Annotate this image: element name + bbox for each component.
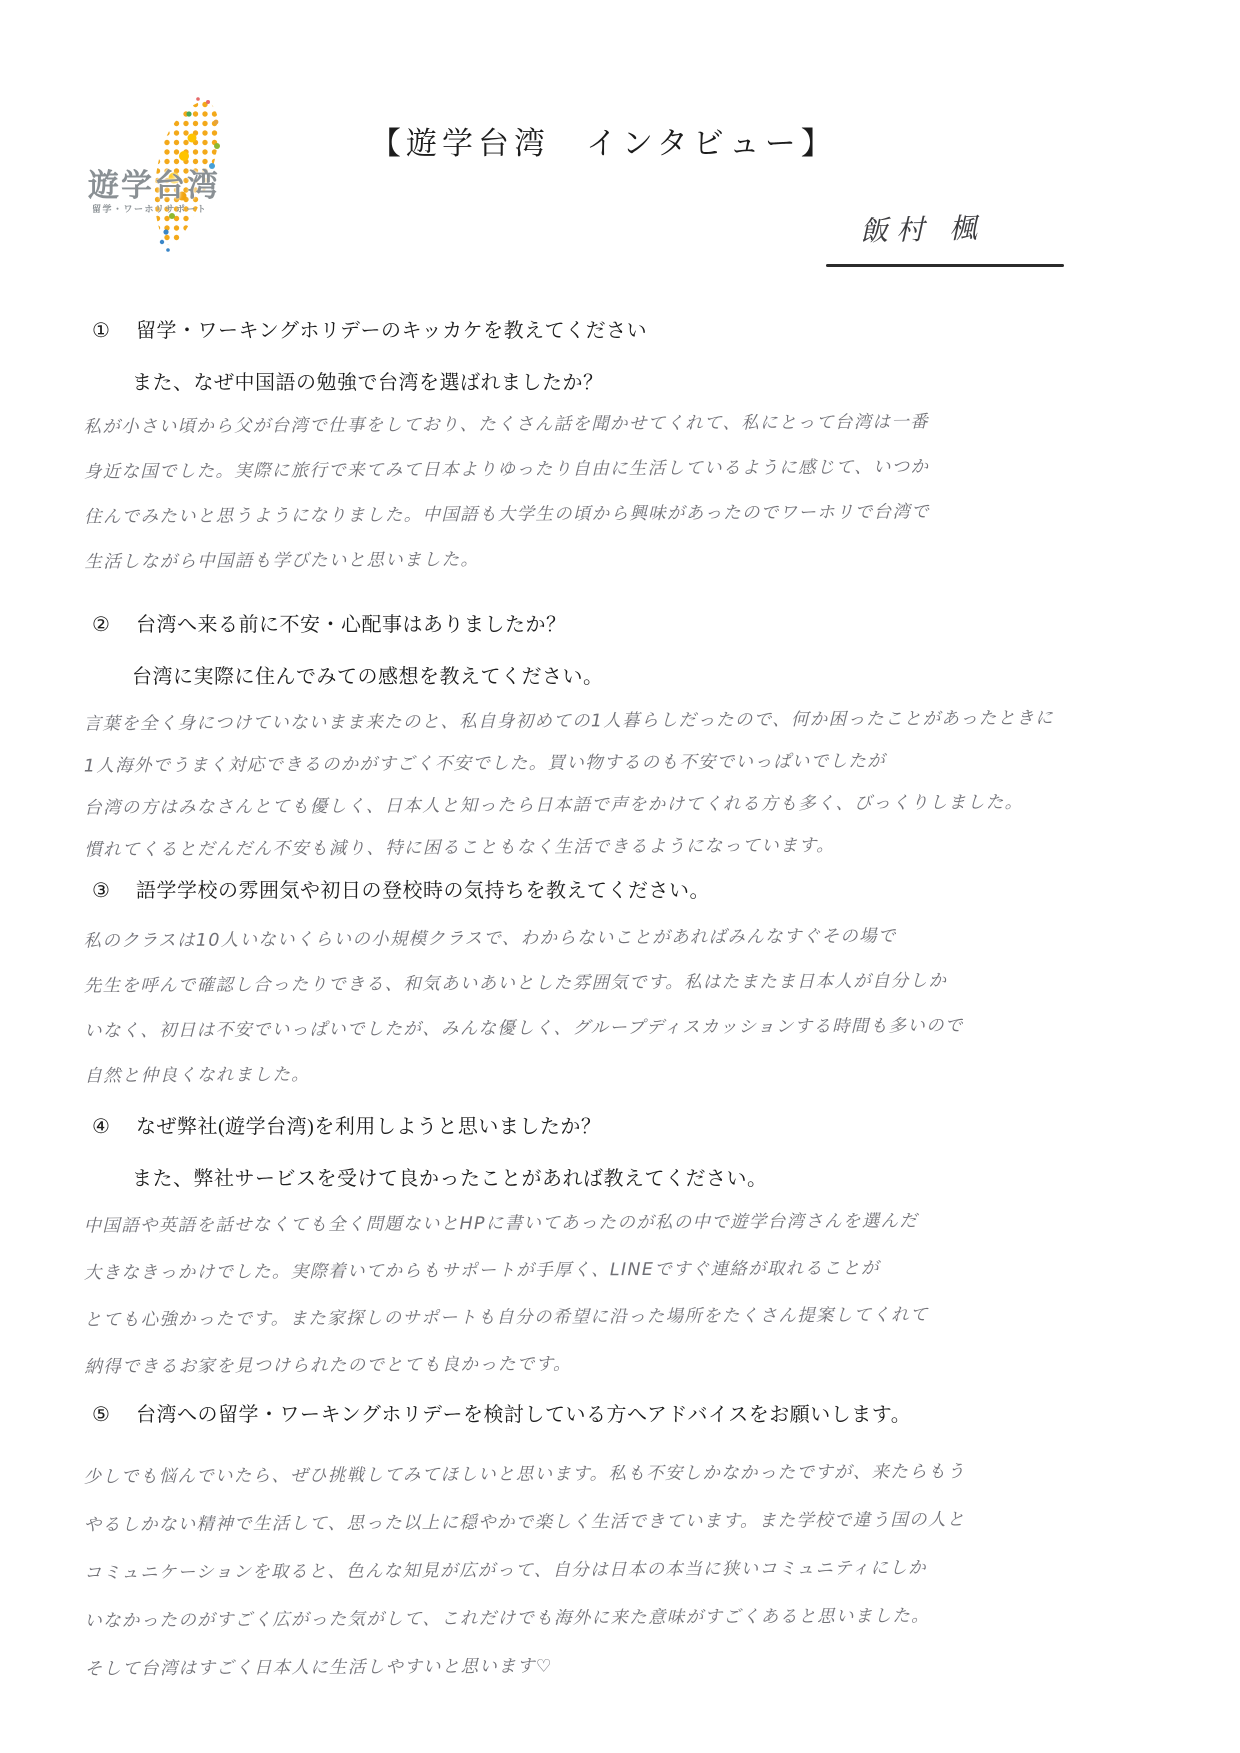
question-2-subtext: 台湾に実際に住んでみての感想を教えてください。: [132, 666, 604, 688]
answer-5-handwritten: 少しでも悩んでいたら、ぜひ挑戦してみてほしいと思います。私も不安しかなかったですが、来たらもう やるしかない精神で生活して、思った以上に穏やかで楽しく生活できています。また学校で違う国の人と コミュニケーションを取ると、色んな知見が広がって、自分は日本の本当に狭いコミュニティにしか いなかったのがすごく広がった気がして、これだけでも海外に来た意味がすごくあると思いました。 そして台湾はすごく日本人に生活しやすいと思います♡: [83, 1462, 966, 1680]
question-1: [92, 318, 1222, 344]
name-underline: [826, 264, 1064, 267]
question-5-text: 台湾への留学・ワーキングホリデーを検討している方へアドバイスをお願いします。: [136, 1404, 912, 1426]
question-5: [92, 1402, 1222, 1428]
answer-3-handwritten: 私のクラスは10人いないくらいの小規模クラスで、わからないことがあればみんなすぐその場で 先生を呼んで確認し合ったりできる、和気あいあいとした雰囲気です。私はたまたま日本人が自分しか いなく、初日は不安でいっぱいでしたが、みんな優しく、グループディスカッションする時間も多いので 自然と仲良くなれました。: [83, 926, 964, 1087]
question-4-number: ④: [92, 1116, 111, 1138]
question-3-number: ③: [92, 880, 111, 902]
question-2-text: 台湾へ来る前に不安・心配事はありましたか？: [136, 614, 567, 636]
question-1-number: ①: [92, 320, 111, 342]
answer-1-handwritten: 私が小さい頃から父が台湾で仕事をしており、たくさん話を聞かせてくれて、私にとって台湾は一番 身近な国でした。実際に旅行で来てみて日本よりゆったり自由に生活しているように感じて、いつか 住んでみたいと思うようになりました。中国語も大学生の頃から興味があったのでワーホリで台湾で 生活しながら中国語も学びたいと思いました。: [83, 412, 931, 573]
interviewee-name: 飯村 楓: [859, 211, 986, 248]
question-4: [92, 1114, 1222, 1140]
question-4-text: なぜ弊社(遊学台湾)を利用しようと思いましたか？: [136, 1116, 602, 1138]
logo: [88, 92, 258, 262]
question-1-text: 留学・ワーキングホリデーのキッカケを教えてください: [136, 320, 648, 342]
question-5-number: ⑤: [92, 1404, 111, 1426]
question-2-number: ②: [92, 614, 111, 636]
answer-4-handwritten: 中国語や英語を話せなくても全く問題ないとHPに書いてあったのが私の中で遊学台湾さんを選んだ 大きなきっかけでした。実際着いてからもサポートが手厚く、LINEですぐ連絡が取れることが とても心強かったです。また家探しのサポートも自分の希望に沿った場所をたくさん提案してくれて 納得できるお家を見つけられたのでとても良かったです。: [83, 1211, 929, 1378]
page-title: 【遊学台湾 インタビュー】: [370, 126, 837, 161]
answer-2-handwritten: 言葉を全く身につけていないまま来たのと、私自身初めての1人暮らしだったので、何か困ったことがあったときに 1人海外でうまく対応できるのかがすごく不安でした。買い物するのも不安でいっぱいでしたが 台湾の方はみなさんとても優しく、日本人と知ったら日本語で声をかけてくれる方も多く、びっくりしました。 慣れてくるとだんだん不安も減り、特に困ることもなく生活できるようになっています。: [83, 708, 1055, 861]
question-2: [92, 612, 1222, 638]
question-3: [92, 878, 1222, 904]
logo-text: 遊学台湾: [88, 168, 220, 204]
question-1-subtext: また、なぜ中国語の勉強で台湾を選ばれましたか？: [132, 372, 604, 394]
question-3-text: 語学学校の雰囲気や初日の登校時の気持ちを教えてください。: [136, 880, 710, 902]
question-4-subtext: また、弊社サービスを受けて良かったことがあれば教えてください。: [132, 1168, 768, 1190]
logo-tagline: 留学・ワーホリサポート: [92, 205, 208, 215]
